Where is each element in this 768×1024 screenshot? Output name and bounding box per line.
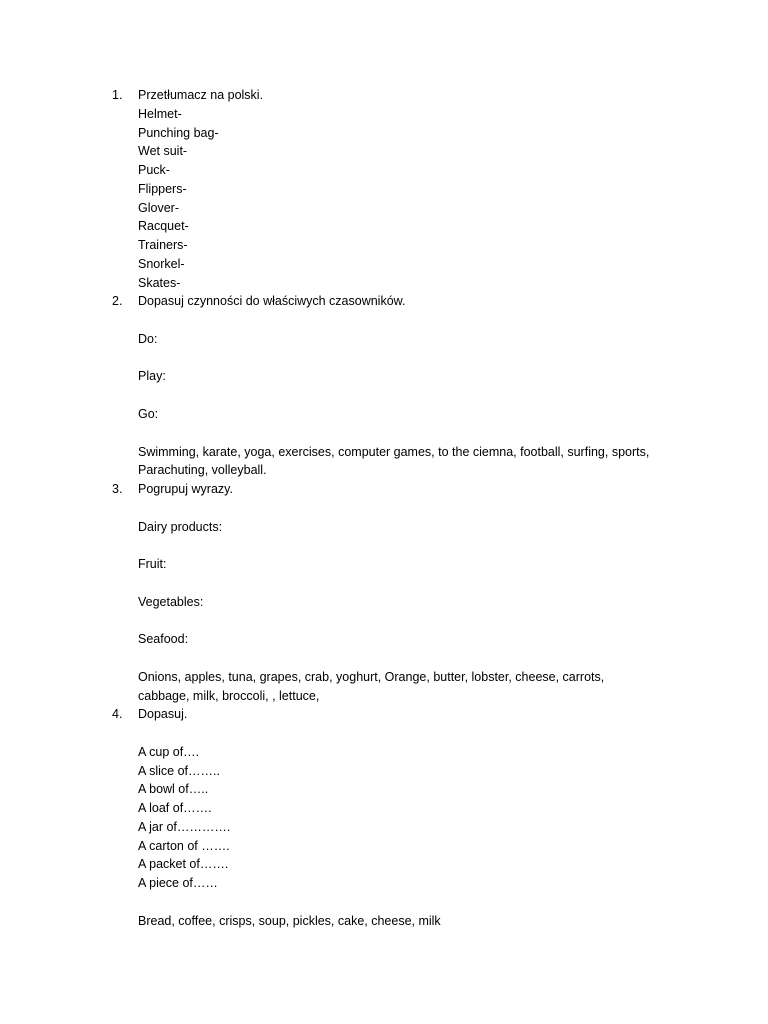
exercise-title: Pogrupuj wyrazy. (138, 482, 233, 497)
exercise-line-text: Parachuting, volleyball. (138, 463, 267, 478)
exercise-line-text: Skates- (138, 275, 181, 290)
exercise-line (0, 668, 768, 687)
exercise-line-text: A packet of……. (138, 857, 229, 872)
exercise-line (0, 236, 768, 255)
exercise-line (0, 837, 768, 856)
blank-line (0, 893, 768, 912)
exercise-line-text: Onions, apples, tuna, grapes, crab, yoghurt, Orange, butter, lobster, cheese, carrots, (138, 669, 605, 684)
exercise-line-text: Go: (138, 407, 159, 422)
document-body (0, 86, 768, 930)
exercise-number: 3. (112, 482, 123, 497)
exercise-heading (0, 292, 768, 311)
exercise-line-text: Racquet- (138, 219, 189, 234)
exercise-line-text: A carton of ……. (138, 838, 230, 853)
exercise-line-text: Trainers- (138, 238, 188, 253)
blank-line (0, 424, 768, 443)
exercise-line (0, 743, 768, 762)
exercise-number: 4. (112, 707, 123, 722)
exercise-line-text: Punching bag- (138, 125, 219, 140)
exercise-line-text: A jar of…………. (138, 819, 231, 834)
exercise-line (0, 443, 768, 462)
exercise-line-text: Glover- (138, 200, 179, 215)
exercise-line-text: Play: (138, 369, 166, 384)
exercise-line (0, 405, 768, 424)
exercise-line-text: Seafood: (138, 632, 189, 647)
exercise-line (0, 855, 768, 874)
exercise-line (0, 762, 768, 781)
exercise-line-text: Helmet- (138, 106, 182, 121)
exercise-line-text: Wet suit- (138, 144, 188, 159)
exercise-number: 1. (112, 88, 123, 102)
exercise-line-text: Do: (138, 331, 158, 346)
blank-line (0, 536, 768, 555)
exercise-line-text: Flippers- (138, 181, 187, 196)
exercise-line (0, 367, 768, 386)
exercise-line (0, 518, 768, 537)
exercise-line-text: Dairy products: (138, 519, 223, 534)
blank-line (0, 349, 768, 368)
exercise-line (0, 555, 768, 574)
exercise-line-text: Snorkel- (138, 256, 185, 271)
exercise-line-text: A bowl of….. (138, 782, 209, 797)
exercise-title: Dopasuj. (138, 707, 188, 722)
exercise-line (0, 593, 768, 612)
exercise-title: Dopasuj czynności do właściwych czasowników. (138, 294, 406, 309)
blank-line (0, 724, 768, 743)
exercise-line (0, 124, 768, 143)
exercise-line-text: A loaf of……. (138, 801, 212, 816)
blank-line (0, 611, 768, 630)
exercise-line (0, 630, 768, 649)
exercise-heading (0, 86, 768, 105)
exercise-line-text: A piece of…… (138, 876, 218, 891)
exercise-line-text: Bread, coffee, crisps, soup, pickles, cake, cheese, milk (138, 913, 441, 928)
exercise-number: 2. (112, 294, 123, 309)
exercise-line (0, 180, 768, 199)
exercise-heading (0, 705, 768, 724)
exercise-line (0, 199, 768, 218)
blank-line (0, 311, 768, 330)
blank-line (0, 649, 768, 668)
exercise-line (0, 105, 768, 124)
blank-line (0, 499, 768, 518)
exercise-line (0, 142, 768, 161)
blank-line (0, 386, 768, 405)
exercise-line (0, 274, 768, 293)
exercise-line (0, 217, 768, 236)
exercise-line-text: Puck- (138, 163, 170, 178)
exercise-line (0, 330, 768, 349)
exercise-title: Przetłumacz na polski. (138, 88, 264, 102)
exercise-line-text: A cup of…. (138, 744, 200, 759)
exercise-line (0, 912, 768, 931)
exercise-line-text: Fruit: (138, 557, 167, 572)
exercise-line-text: Swimming, karate, yoga, exercises, computer games, to the ciemna, football, surfing, sports, (138, 444, 650, 459)
exercise-line (0, 255, 768, 274)
exercise-line-text: Vegetables: (138, 594, 204, 609)
exercise-line-text: A slice of…….. (138, 763, 220, 778)
exercise-line (0, 874, 768, 893)
exercise-line (0, 461, 768, 480)
exercise-line (0, 161, 768, 180)
blank-line (0, 574, 768, 593)
exercise-heading (0, 480, 768, 499)
exercise-line (0, 799, 768, 818)
exercise-line-text: cabbage, milk, broccoli, , lettuce, (138, 688, 320, 703)
exercise-line (0, 818, 768, 837)
exercise-line (0, 687, 768, 706)
exercise-line (0, 780, 768, 799)
